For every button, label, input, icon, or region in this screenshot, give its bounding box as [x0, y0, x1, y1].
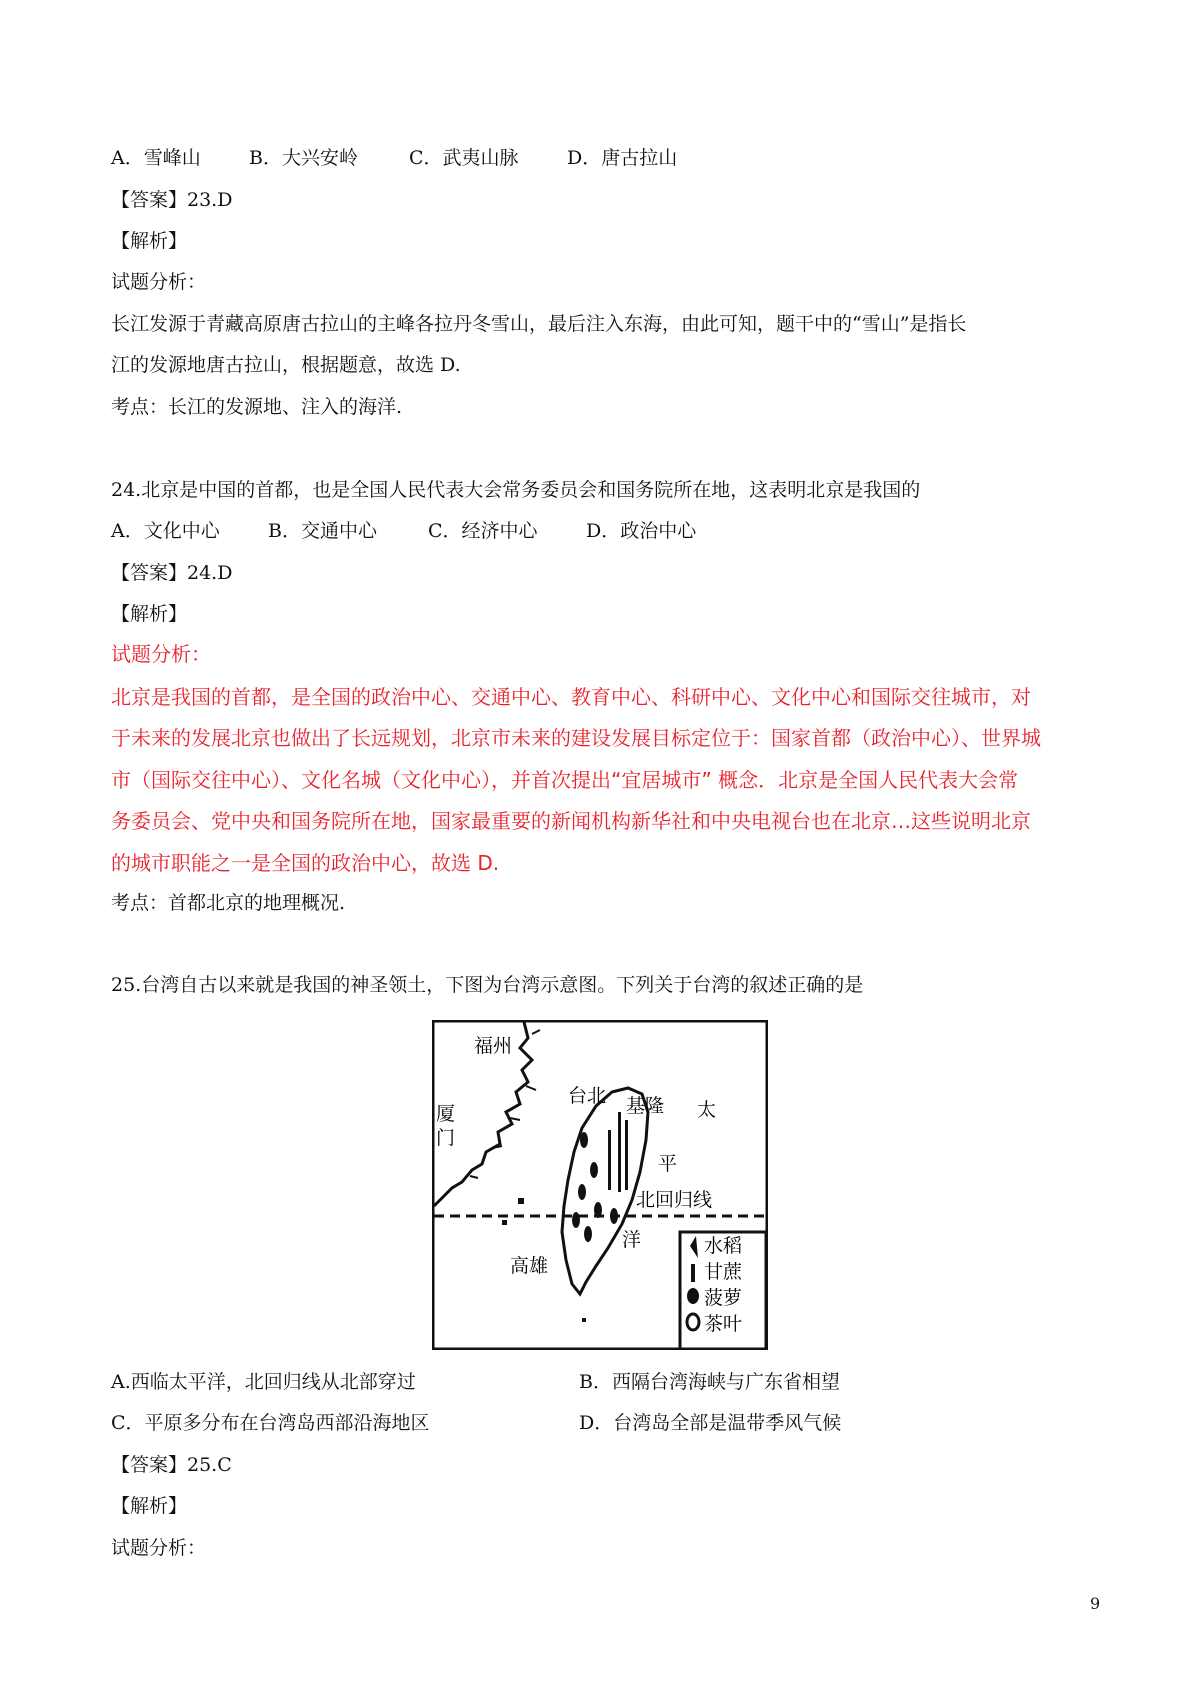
legend-pineapple: 菠萝: [704, 1287, 743, 1309]
q24-analysis-line-5: 的城市职能之一是全国的政治中心，故选 D.: [111, 851, 500, 875]
q23-option-a: A．雪峰山: [111, 147, 201, 169]
label-yang: 洋: [622, 1229, 642, 1251]
q24-option-a: A．文化中心: [111, 520, 220, 542]
q23-answer: 【答案】23.D: [111, 189, 233, 211]
q25-option-d: D．台湾岛全部是温带季风气候: [579, 1412, 842, 1434]
taiwan-map: [432, 1020, 768, 1350]
label-xiamen-2: 门: [436, 1127, 456, 1149]
q24-stem: 24.北京是中国的首都，也是全国人民代表大会常务委员会和国务院所在地，这表明北京是我国的: [111, 479, 921, 501]
label-ping: 平: [658, 1153, 678, 1175]
q24-analysis-line-3: 市（国际交往中心）、文化名城（文化中心），并首次提出“宜居城市” 概念．北京是全国人民代表大会常: [111, 768, 1019, 792]
label-tai: 太: [697, 1099, 717, 1121]
q24-kaodian: 考点：首都北京的地理概况.: [111, 892, 346, 914]
page-number: 9: [1090, 1594, 1101, 1613]
label-taibei: 台北: [568, 1085, 607, 1107]
q23-analysis-label: 【解析】: [111, 230, 188, 252]
q25-option-c: C．平原多分布在台湾岛西部沿海地区: [111, 1412, 430, 1434]
legend-tea: 茶叶: [704, 1313, 743, 1335]
q24-analysis-line-4: 务委员会、党中央和国务院所在地，国家最重要的新闻机构新华社和中央电视台也在北京…这些说明北京: [111, 809, 1031, 833]
label-fuzhou: 福州: [474, 1035, 513, 1057]
q25-analysis-label: 【解析】: [111, 1495, 188, 1517]
q25-options-row-1: [111, 1370, 840, 1394]
q25-stem: 25.台湾自古以来就是我国的神圣领土，下图为台湾示意图。下列关于台湾的叙述正确的是: [111, 974, 864, 996]
q25-options-row-2: [111, 1411, 841, 1435]
q24-option-c: C．经济中心: [428, 520, 538, 542]
q24-analysis-line-1: 北京是我国的首都，是全国的政治中心、交通中心、教育中心、科研中心、文化中心和国际交往城市，对: [111, 685, 1031, 709]
q25-option-a: A.西临太平洋，北回归线从北部穿过: [111, 1371, 416, 1393]
q23-analysis-line-1: 长江发源于青藏高原唐古拉山的主峰各拉丹冬雪山，最后注入东海，由此可知，题干中的“雪山”是指长: [111, 313, 967, 335]
q24-answer: 【答案】24.D: [111, 562, 233, 584]
legend-sugarcane: 甘蔗: [704, 1261, 743, 1283]
q23-option-d: D．唐古拉山: [567, 147, 678, 169]
q25-analysis-title: 试题分析：: [111, 1537, 207, 1559]
legend-rice: 水稻: [704, 1235, 743, 1257]
q23-analysis-title: 试题分析：: [111, 271, 207, 293]
q23-option-c: C．武夷山脉: [409, 147, 519, 169]
label-xiamen-1: 厦: [436, 1103, 456, 1125]
q23-options: [111, 146, 677, 170]
label-tropic: 北回归线: [636, 1189, 713, 1211]
q25-answer: 【答案】25.C: [111, 1454, 232, 1476]
q25-option-b: B．西隔台湾海峡与广东省相望: [579, 1371, 840, 1393]
q23-analysis-line-2: 江的发源地唐古拉山，根据题意，故选 D.: [111, 354, 461, 376]
q24-option-b: B．交通中心: [268, 520, 377, 542]
label-jilong: 基隆: [626, 1095, 665, 1117]
q24-analysis-label: 【解析】: [111, 603, 188, 625]
q24-analysis-line-2: 于未来的发展北京也做出了长远规划，北京市未来的建设发展目标定位于：国家首都（政治中心）、世界城: [111, 726, 1041, 750]
q24-options: [111, 519, 696, 543]
label-gaoxiong: 高雄: [510, 1255, 549, 1277]
q23-option-b: B．大兴安岭: [249, 147, 358, 169]
q24-option-d: D．政治中心: [586, 520, 697, 542]
q24-analysis-title: 试题分析：: [111, 642, 211, 666]
q23-kaodian: 考点：长江的发源地、注入的海洋.: [111, 396, 403, 418]
